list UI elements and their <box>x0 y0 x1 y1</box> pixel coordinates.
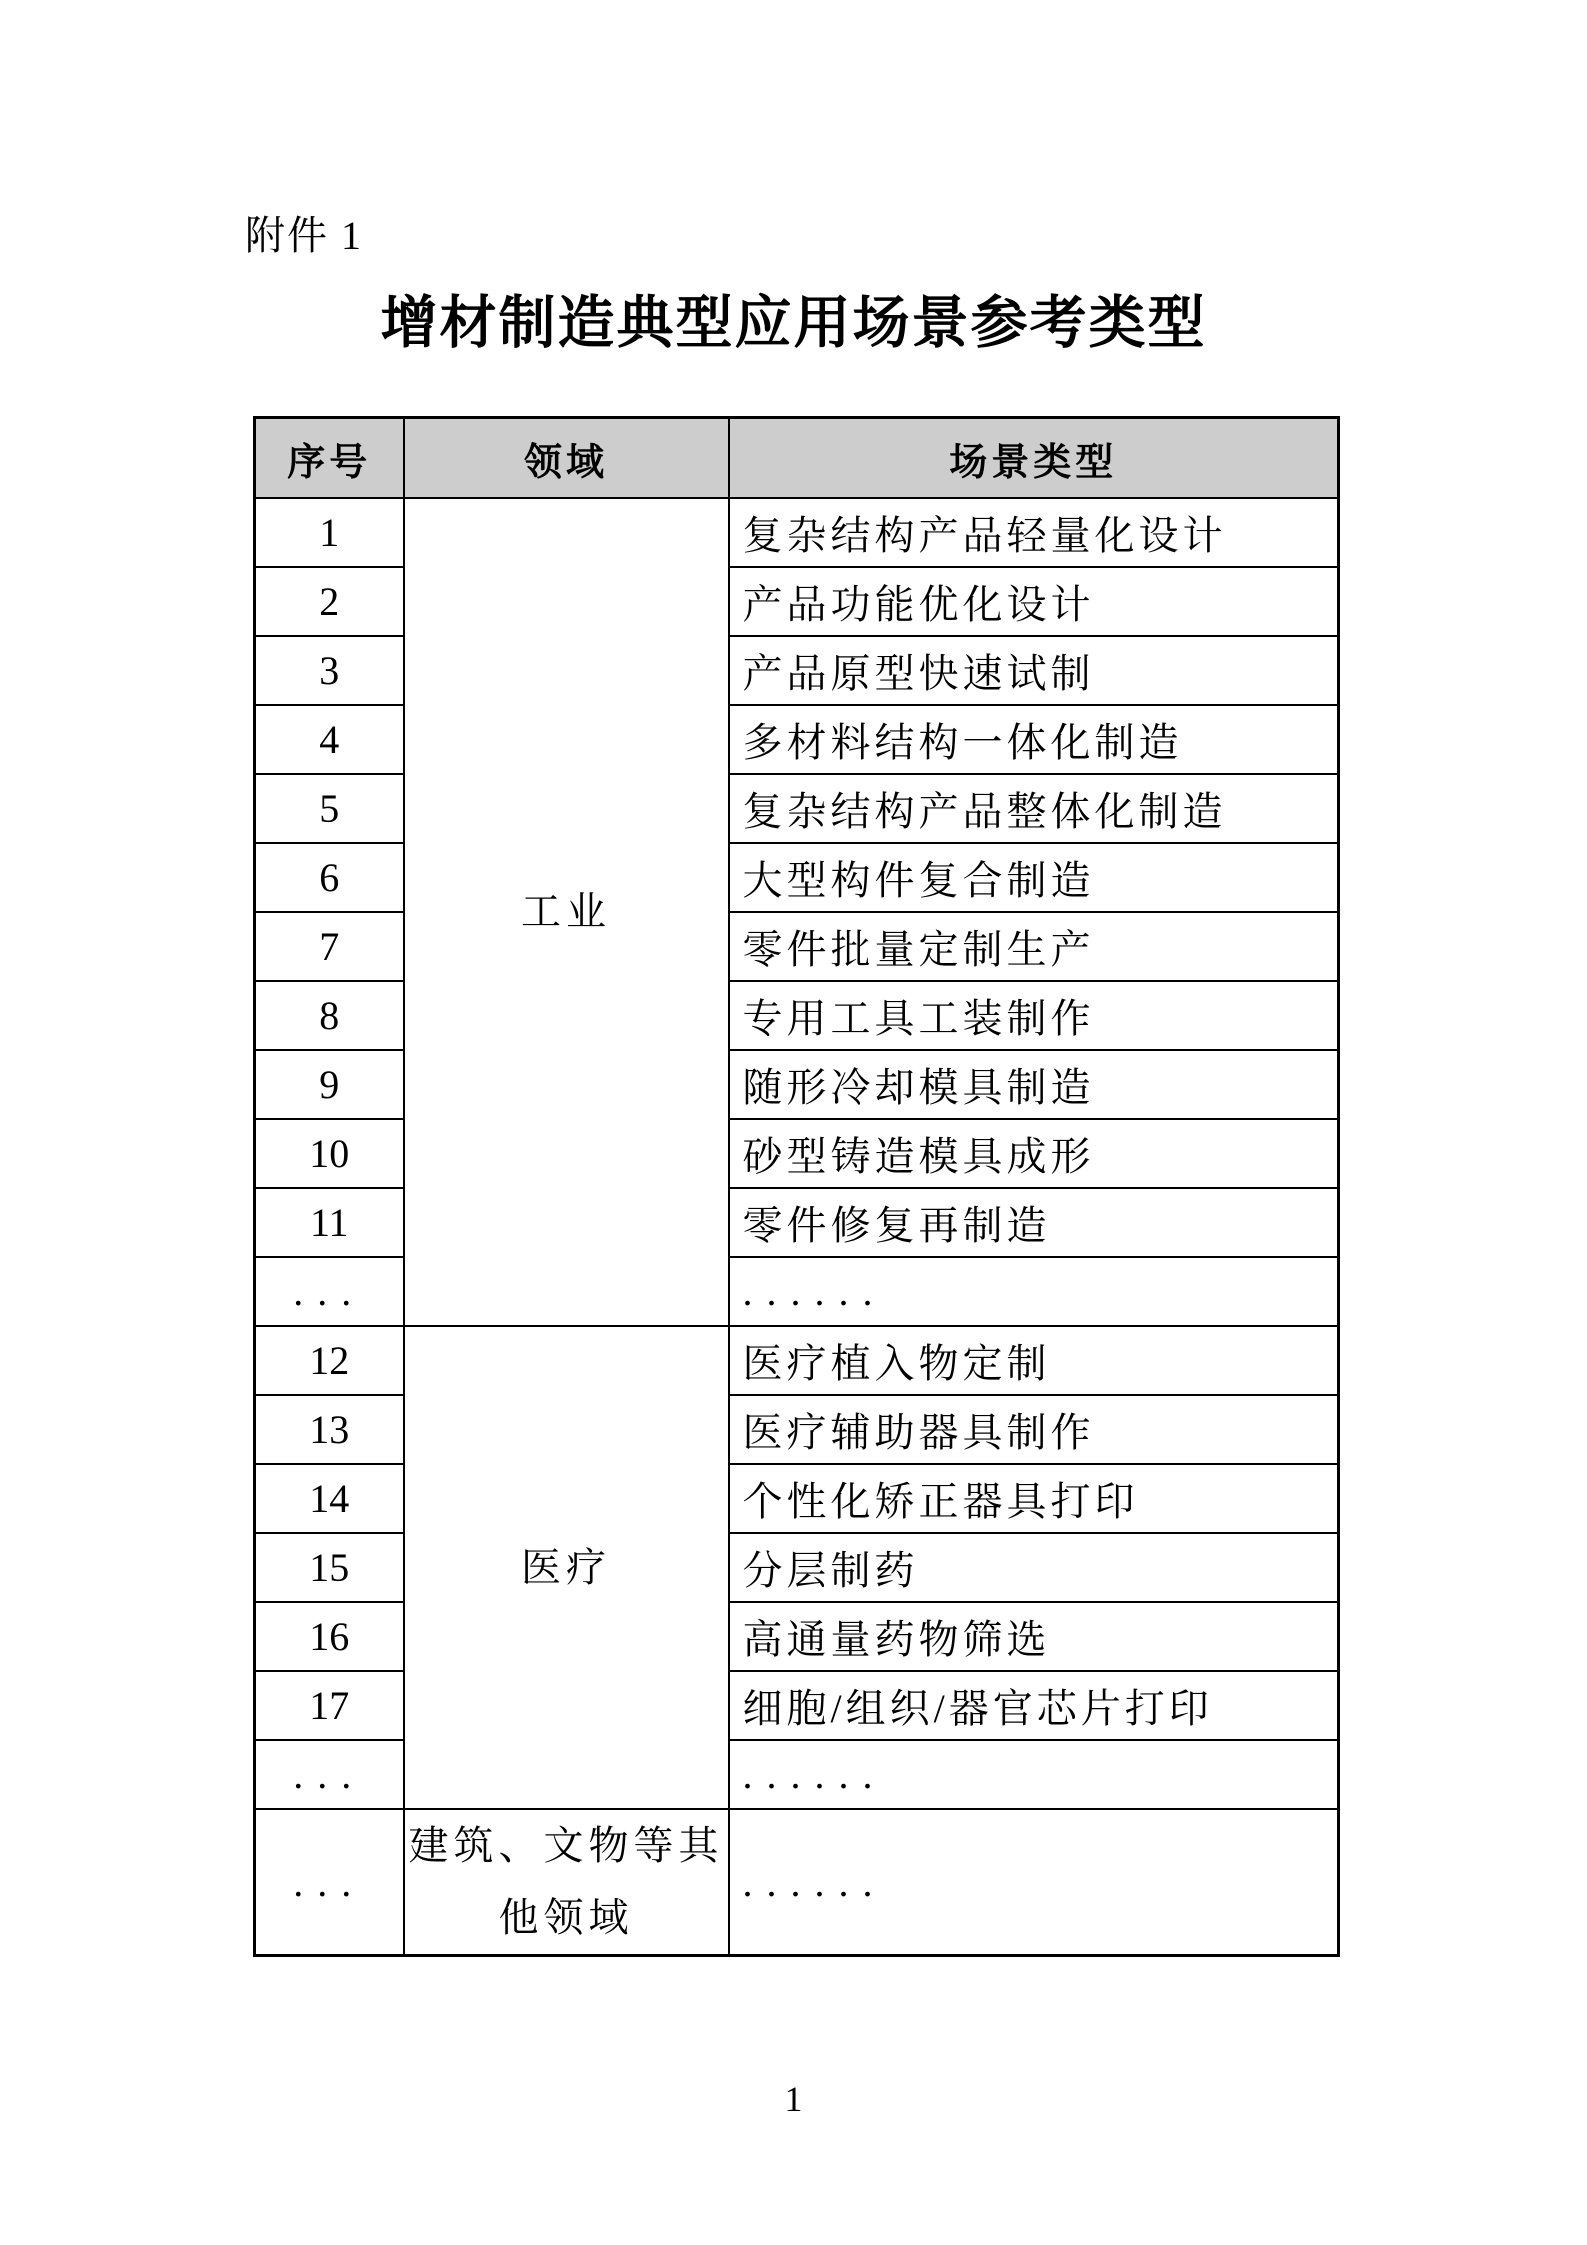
row-number-cell: ... <box>255 1809 404 1956</box>
col-header-number: 序号 <box>255 418 404 499</box>
table-body <box>255 498 1339 1956</box>
page-title: 增材制造典型应用场景参考类型 <box>380 292 1207 355</box>
scenario-cell: 医疗植入物定制 <box>729 1326 1339 1395</box>
row-number-cell: ... <box>255 1740 404 1809</box>
field-cell: 工业 <box>404 498 729 1326</box>
scenario-cell: 产品原型快速试制 <box>729 636 1339 705</box>
row-number-cell: 12 <box>255 1326 404 1395</box>
scenario-cell: 复杂结构产品轻量化设计 <box>729 498 1339 567</box>
row-number-cell: 6 <box>255 843 404 912</box>
scenario-cell: ...... <box>729 1809 1339 1956</box>
row-number-cell: 14 <box>255 1464 404 1533</box>
scenario-cell: 个性化矫正器具打印 <box>729 1464 1339 1533</box>
row-number-cell: 17 <box>255 1671 404 1740</box>
scenario-cell: 医疗辅助器具制作 <box>729 1395 1339 1464</box>
scenario-cell: 产品功能优化设计 <box>729 567 1339 636</box>
row-number-cell: 16 <box>255 1602 404 1671</box>
table-header <box>255 418 1339 499</box>
scenario-cell: 高通量药物筛选 <box>729 1602 1339 1671</box>
row-number-cell: 5 <box>255 774 404 843</box>
row-number-cell: 8 <box>255 981 404 1050</box>
row-number-cell: 11 <box>255 1188 404 1257</box>
row-number-cell: 13 <box>255 1395 404 1464</box>
row-number-cell: 2 <box>255 567 404 636</box>
scenario-cell: 砂型铸造模具成形 <box>729 1119 1339 1188</box>
table-header-row <box>255 418 1339 499</box>
row-number-cell: 3 <box>255 636 404 705</box>
scenario-cell: 大型构件复合制造 <box>729 843 1339 912</box>
row-number-cell: 10 <box>255 1119 404 1188</box>
table-row <box>255 1809 1339 1956</box>
field-cell: 建筑、文物等其他领域 <box>404 1809 729 1956</box>
scenario-cell: 分层制药 <box>729 1533 1339 1602</box>
field-cell: 医疗 <box>404 1326 729 1809</box>
scenario-cell: 复杂结构产品整体化制造 <box>729 774 1339 843</box>
scenario-cell: 零件批量定制生产 <box>729 912 1339 981</box>
row-number-cell: 7 <box>255 912 404 981</box>
scenario-cell: ...... <box>729 1257 1339 1326</box>
scenario-cell: 多材料结构一体化制造 <box>729 705 1339 774</box>
scenario-cell: 零件修复再制造 <box>729 1188 1339 1257</box>
scenario-cell: ...... <box>729 1740 1339 1809</box>
row-number-cell: 9 <box>255 1050 404 1119</box>
scenario-cell: 随形冷却模具制造 <box>729 1050 1339 1119</box>
row-number-cell: 15 <box>255 1533 404 1602</box>
scenario-table <box>253 416 1340 1957</box>
scenario-cell: 专用工具工装制作 <box>729 981 1339 1050</box>
table-row <box>255 498 1339 567</box>
col-header-field: 领域 <box>404 418 729 499</box>
page-number: 1 <box>784 2079 803 2119</box>
row-number-cell: 1 <box>255 498 404 567</box>
table-row <box>255 1326 1339 1395</box>
scenario-cell: 细胞/组织/器官芯片打印 <box>729 1671 1339 1740</box>
row-number-cell: 4 <box>255 705 404 774</box>
attachment-label: 附件 1 <box>245 213 363 258</box>
row-number-cell: ... <box>255 1257 404 1326</box>
col-header-scenario: 场景类型 <box>729 418 1339 499</box>
